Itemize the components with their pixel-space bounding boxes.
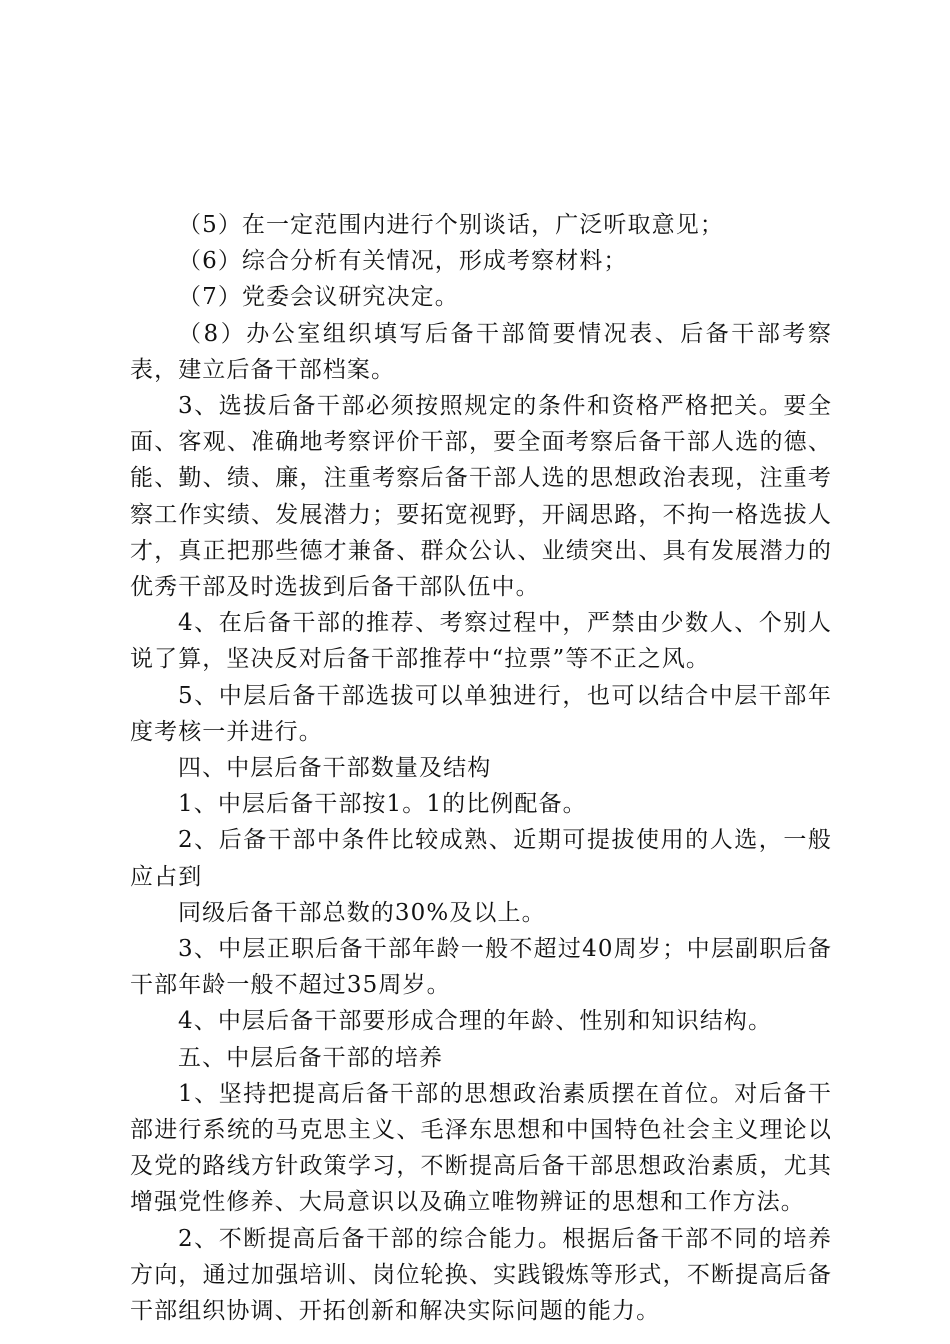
item-4-recommendation-paragraph: 4、在后备干部的推荐、考察过程中，严禁由少数人、个别人说了算，坚决反对后备干部推荐中“拉票”等不正之风。: [130, 610, 832, 673]
training-item-1-paragraph: 1、坚持把提高后备干部的思想政治素质摆在首位。对后备干部进行系统的马克思主义、毛泽东思想和中国特色社会主义理论以及党的路线方针政策学习，不断提高后备干部思想政治素质，尤其增强党性修养、大局意识以及确立唯物辨证的思想和工作方法。: [130, 1080, 832, 1216]
item-3-selection-paragraph: 3、选拔后备干部必须按照规定的条件和资格严格把关。要全面、客观、准确地考察评价干部，要全面考察后备干部人选的德、能、勤、绩、廉，注重考察后备干部人选的思想政治表现，注重考察工作实绩、发展潜力；要拓宽视野，开阔思路，不拘一格选拔人才，真正把那些德才兼备、群众公认、业绩突出、具有发展潜力的优秀干部及时选拔到后备干部队伍中。: [130, 393, 832, 601]
step-6-paragraph: （6）综合分析有关情况，形成考察材料；: [178, 248, 628, 275]
quantity-item-4-paragraph: 4、中层后备干部要形成合理的年龄、性别和知识结构。: [178, 1008, 773, 1035]
quantity-item-3-paragraph: 3、中层正职后备干部年龄一般不超过40周岁；中层副职后备干部年龄一般不超过35周岁。: [130, 936, 832, 999]
item-5-selection-paragraph: 5、中层后备干部选拔可以单独进行，也可以结合中层干部年度考核一并进行。: [130, 682, 832, 745]
step-7-paragraph: （7）党委会议研究决定。: [178, 284, 459, 311]
document-body: [130, 207, 832, 1329]
section-4-heading: 四、中层后备干部数量及结构: [178, 755, 492, 782]
section-5-heading: 五、中层后备干部的培养: [178, 1044, 444, 1071]
step-5-paragraph: （5）在一定范围内进行个别谈话，广泛听取意见；: [178, 212, 724, 238]
step-8-paragraph: （8）办公室组织填写后备干部简要情况表、后备干部考察表，建立后备干部档案。: [130, 320, 832, 383]
quantity-item-2-paragraph: 2、后备干部中条件比较成熟、近期可提拔使用的人选，一般应占到: [130, 827, 832, 890]
training-item-2-paragraph: 2、不断提高后备干部的综合能力。根据后备干部不同的培养方向，通过加强培训、岗位轮换、实践锻炼等形式，不断提高后备干部组织协调、开拓创新和解决实际问题的能力。: [130, 1225, 832, 1325]
quantity-item-2-continuation: 同级后备干部总数的30%及以上。: [178, 899, 546, 926]
quantity-item-1-paragraph: 1、中层后备干部按1。1的比例配备。: [178, 791, 587, 818]
